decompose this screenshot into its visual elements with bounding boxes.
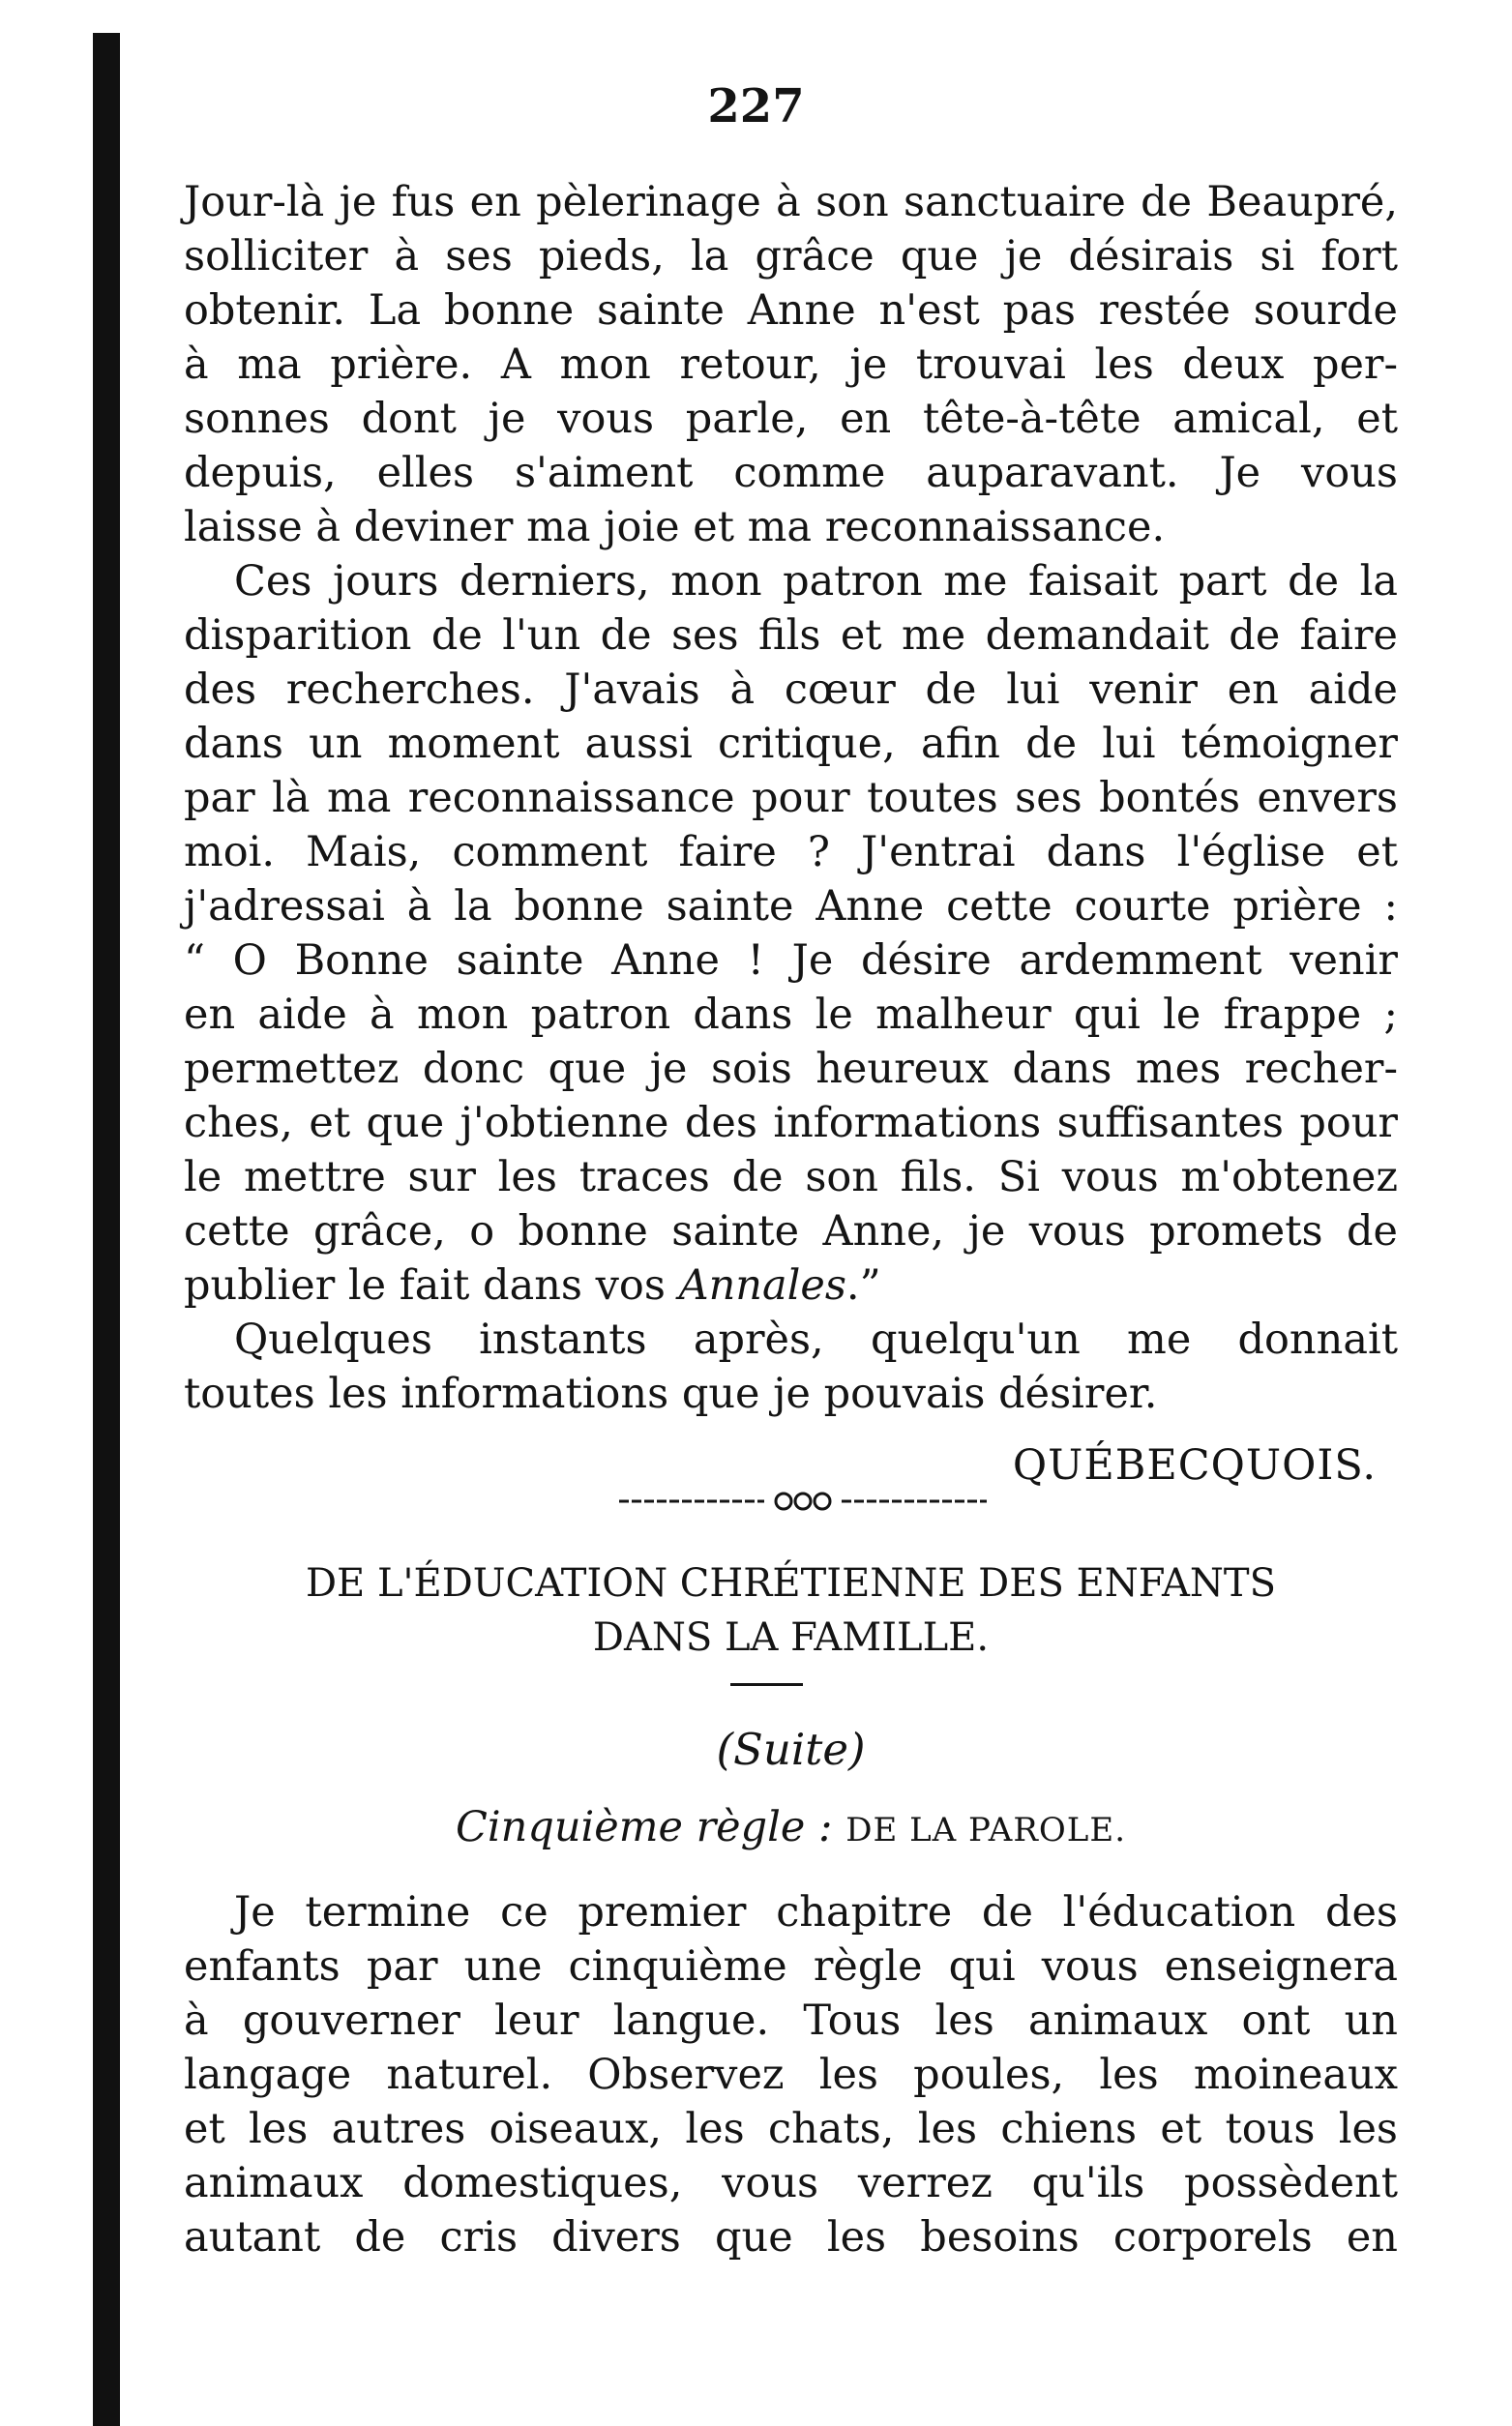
article-title-line-1: DE L'ÉDUCATION CHRÉTIENNE DES ENFANTS: [305, 1561, 1277, 1606]
text-line: le mettre sur les traces de son fils. Si vous m'obtenez: [184, 1153, 1398, 1201]
text-line: Jour-là je fus en pèlerinage à son sanctuaire de Beaupré,: [184, 178, 1398, 226]
heading-rule: [730, 1683, 803, 1686]
text-line: “ O Bonne sainte Anne ! Je désire ardemment venir: [184, 936, 1398, 985]
article-title-line-2: DANS LA FAMILLE.: [592, 1615, 990, 1660]
suite-label: (Suite): [716, 1724, 866, 1775]
text-line: Ces jours derniers, mon patron me faisait part de la: [234, 557, 1398, 606]
text-line: publier le fait dans vos Annales.”: [184, 1261, 881, 1310]
text-line: disparition de l'un de ses fils et me demandait de faire: [184, 611, 1398, 660]
text-line: obtenir. La bonne sainte Anne n'est pas restée sourde: [184, 286, 1398, 335]
text-line: permettez donc que je sois heureux dans mes recher-: [184, 1045, 1398, 1093]
rule-heading-caps: DE LA PAROLE.: [845, 1811, 1127, 1849]
binding-edge: [93, 33, 120, 2426]
text-line: à ma prière. A mon retour, je trouvai les deux per-: [184, 340, 1398, 389]
text-line: en aide à mon patron dans le malheur qui le frappe ;: [184, 991, 1398, 1039]
text-line: ches, et que j'obtienne des informations suffisantes pour: [184, 1099, 1398, 1147]
text-line: Quelques instants après, quelqu'un me donnait: [234, 1316, 1398, 1364]
text-line: toutes les informations que je pouvais désirer.: [184, 1370, 1158, 1418]
text-line: laisse à deviner ma joie et ma reconnaissance.: [184, 503, 1166, 551]
text-line: et les autres oiseaux, les chats, les chiens et tous les: [184, 2105, 1398, 2153]
text-line: cette grâce, o bonne sainte Anne, je vous promets de: [184, 1207, 1398, 1256]
rule-heading-italic: Cinquième règle :: [455, 1803, 833, 1851]
text-line: sonnes dont je vous parle, en tête-à-tête amical, et: [184, 395, 1398, 443]
text-line: animaux domestiques, vous verrez qu'ils possèdent: [184, 2159, 1398, 2207]
text-line: à gouverner leur langue. Tous les animaux ont un: [184, 1997, 1398, 2045]
section-divider-ornament: [619, 1490, 987, 1513]
text-line: enfants par une cinquième règle qui vous enseignera: [184, 1942, 1398, 1991]
page-number: 227: [707, 79, 805, 133]
signature: QUÉBECQUOIS.: [1012, 1441, 1377, 1490]
annales-italic: Annales: [678, 1261, 846, 1310]
text-line: Je termine ce premier chapitre de l'éducation des: [234, 1888, 1398, 1937]
text-line: j'adressai à la bonne sainte Anne cette courte prière :: [184, 882, 1398, 931]
text-line: moi. Mais, comment faire ? J'entrai dans l'église et: [184, 828, 1398, 876]
text-line: des recherches. J'avais à cœur de lui venir en aide: [184, 666, 1398, 714]
text-line: depuis, elles s'aiment comme auparavant. Je vous: [184, 449, 1398, 497]
text-line: par là ma reconnaissance pour toutes ses bontés envers: [184, 774, 1398, 822]
text-line: dans un moment aussi critique, afin de lui témoigner: [184, 720, 1398, 768]
text-line: autant de cris divers que les besoins corporels en: [184, 2213, 1398, 2262]
text-line: solliciter à ses pieds, la grâce que je désirais si fort: [184, 232, 1398, 281]
rule-heading: [184, 1801, 1398, 1853]
text-line: langage naturel. Observez les poules, les moineaux: [184, 2051, 1398, 2099]
